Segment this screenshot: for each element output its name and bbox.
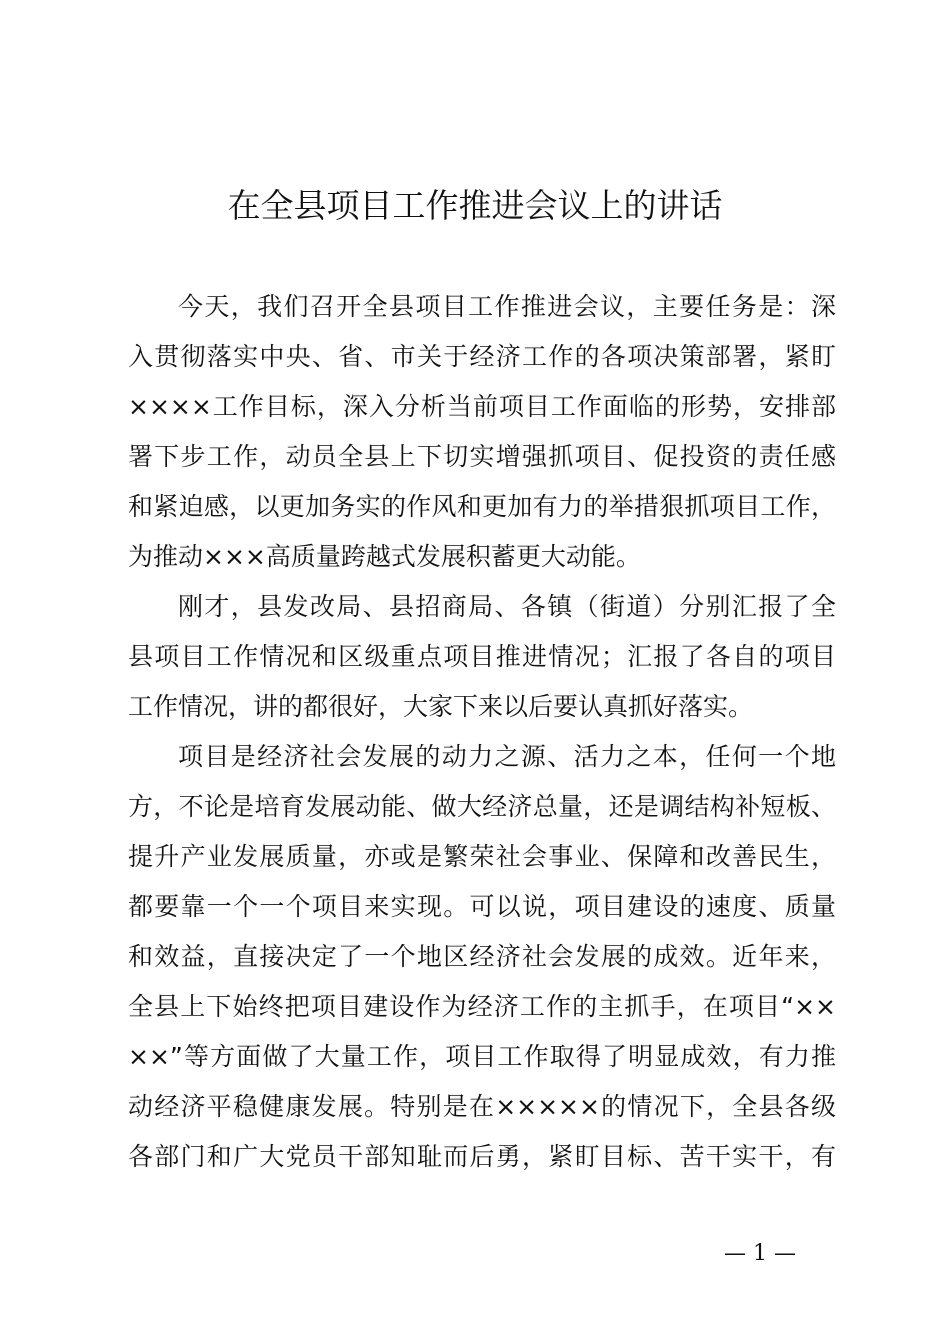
page-number: — 1 —: [724, 1241, 796, 1266]
paragraph-line: 入贯彻落实中央、省、市关于经济工作的各项决策部署，紧盯: [128, 342, 836, 371]
paragraph-line: 刚才，县发改局、县招商局、各镇（街道）分别汇报了全: [178, 592, 836, 621]
paragraph-line: 和效益，直接决定了一个地区经济社会发展的成效。近年来，: [128, 942, 836, 971]
paragraph-line: 今天，我们召开全县项目工作推进会议，主要任务是：深: [178, 292, 836, 321]
paragraph-line: 县项目工作情况和区级重点项目推进情况；汇报了各自的项目: [128, 642, 836, 671]
paragraph-line: 工作情况，讲的都很好，大家下来以后要认真抓好落实。: [128, 692, 754, 721]
paragraph-line: 全县上下始终把项目建设作为经济工作的主抓手，在项目“××: [128, 992, 836, 1021]
paragraph-line: 方，不论是培育发展动能、做大经济总量，还是调结构补短板、: [128, 792, 836, 821]
paragraph-line: 和紧迫感，以更加务实的作风和更加有力的举措狠抓项目工作，: [128, 492, 836, 521]
paragraph-line: 动经济平稳健康发展。特别是在×××××的情况下，全县各级: [128, 1092, 836, 1121]
paragraph-line: ××”等方面做了大量工作，项目工作取得了明显成效，有力推: [128, 1042, 836, 1071]
document-body: [128, 282, 836, 1182]
paragraph-line: 都要靠一个一个项目来实现。可以说，项目建设的速度、质量: [128, 892, 836, 921]
paragraph-line: 项目是经济社会发展的动力之源、活力之本，任何一个地: [178, 742, 836, 771]
paragraph-line: 为推动×××高质量跨越式发展积蓄更大动能。: [128, 542, 641, 571]
paragraph-line: 提升产业发展质量，亦或是繁荣社会事业、保障和改善民生，: [128, 842, 836, 871]
paragraph-line: 各部门和广大党员干部知耻而后勇，紧盯目标、苦干实干，有: [128, 1142, 836, 1171]
paragraph-line: 署下步工作，动员全县上下切实增强抓项目、促投资的责任感: [128, 442, 836, 471]
paragraph-line: ××××工作目标，深入分析当前项目工作面临的形势，安排部: [128, 392, 836, 421]
document-title: 在全县项目工作推进会议上的讲话: [227, 186, 723, 225]
